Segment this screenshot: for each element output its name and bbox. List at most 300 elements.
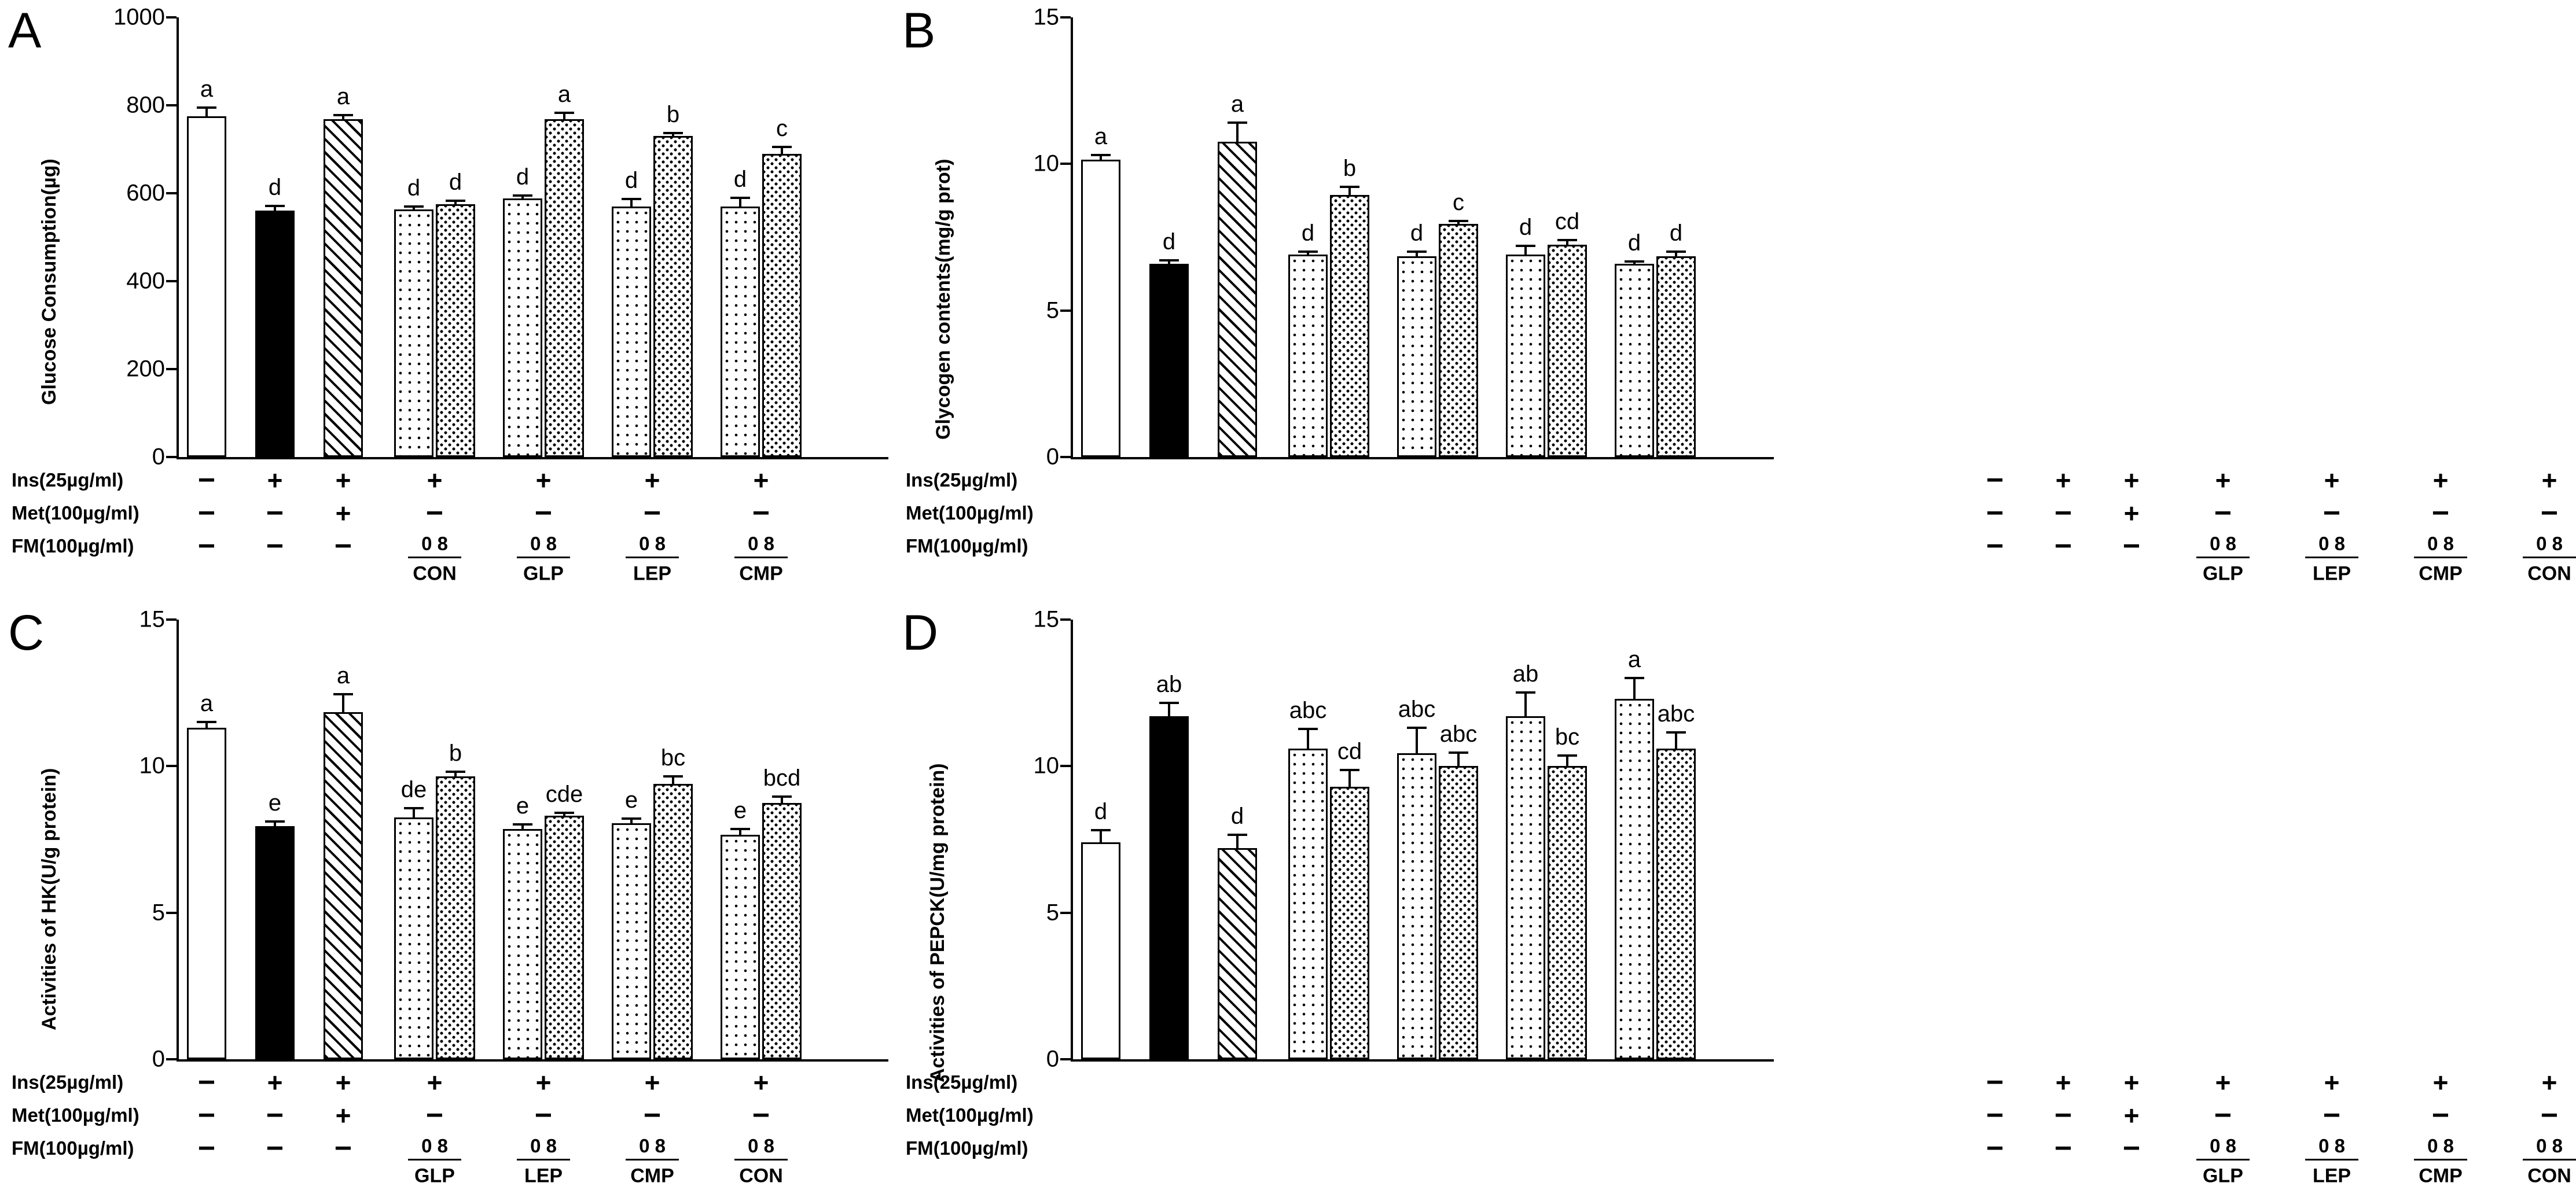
treatment-fm-dose: 0 8: [2536, 1135, 2563, 1156]
treatment-group-name: GLP: [2203, 562, 2243, 585]
panel-b-row-label-fm: FM(100µg/ml): [906, 535, 1028, 557]
significance-letter: b: [449, 740, 462, 766]
y-tick: [166, 192, 177, 194]
error-cap: [265, 820, 285, 823]
treatment-met-symbol: −: [2540, 1099, 2559, 1132]
treatment-fm-symbol: −: [266, 1132, 284, 1165]
significance-letter: cd: [1337, 739, 1362, 765]
bar: [1656, 749, 1696, 1059]
bar: [1548, 766, 1587, 1059]
panel-b-row-label-ins: Ins(25µg/ml): [906, 469, 1018, 491]
treatment-ins-symbol: +: [267, 465, 283, 495]
significance-letter: d: [407, 175, 421, 201]
treatment-group-underline: [2523, 1159, 2576, 1161]
y-tick-label: 15: [1033, 606, 1059, 632]
treatment-ins-symbol: +: [427, 1067, 443, 1097]
error-cap: [513, 194, 532, 197]
panel-b: [894, 0, 2571, 599]
error-cap: [622, 198, 641, 200]
treatment-fm-symbol: −: [2054, 1132, 2072, 1165]
significance-letter: de: [400, 777, 427, 803]
treatment-group-underline: [2305, 1159, 2358, 1161]
treatment-ins-symbol: +: [2432, 1067, 2449, 1097]
error-cap: [1091, 829, 1111, 831]
bar: [1330, 787, 1369, 1059]
error-cap: [1091, 154, 1111, 156]
significance-letter: abc: [1289, 698, 1327, 724]
panel-letter-b: B: [902, 3, 936, 58]
bar: [1288, 749, 1328, 1059]
bar: [1081, 842, 1120, 1059]
error-cap: [772, 146, 792, 148]
treatment-group-underline: [2414, 557, 2467, 558]
significance-letter: d: [1230, 803, 1244, 829]
treatment-group-underline: [2523, 557, 2576, 558]
significance-letter: a: [557, 81, 571, 107]
treatment-fm-symbol: −: [2122, 1132, 2141, 1165]
treatment-group-name: GLP: [2203, 1165, 2243, 1187]
treatment-group-underline: [408, 557, 461, 558]
treatment-group-underline: [517, 557, 570, 558]
treatment-group-underline: [734, 1159, 788, 1161]
error-bar: [1236, 121, 1239, 142]
significance-letter: d: [516, 164, 530, 190]
error-cap: [197, 106, 216, 109]
panel-b-axes: [1033, 4, 1774, 470]
error-cap: [1557, 239, 1577, 241]
y-tick-label: 1000: [113, 4, 165, 30]
y-tick-label: 200: [126, 356, 165, 382]
panel-c-axes: [139, 606, 888, 1072]
y-tick-label: 15: [139, 606, 165, 632]
treatment-fm-dose: 0 8: [2318, 1135, 2345, 1156]
significance-letter: cd: [1555, 208, 1580, 234]
bar: [1506, 716, 1545, 1059]
significance-letter: d: [624, 167, 638, 193]
error-cap: [730, 828, 750, 830]
y-tick-label: 0: [152, 444, 165, 470]
treatment-group-name: CON: [2527, 1165, 2571, 1187]
treatment-met-symbol: −: [2054, 1099, 2072, 1132]
y-tick-label: 5: [1046, 900, 1059, 926]
panel-d-row-label-met: Met(100µg/ml): [906, 1104, 1034, 1126]
treatment-ins-symbol: +: [644, 465, 660, 495]
bar: [762, 154, 802, 457]
error-bar: [1633, 677, 1636, 699]
y-tick-label: 5: [152, 900, 165, 926]
treatment-met-symbol: −: [266, 496, 284, 530]
treatment-met-symbol: +: [2123, 1100, 2140, 1130]
significance-letter: a: [200, 690, 214, 716]
error-cap: [1625, 677, 1644, 679]
y-tick-label: 15: [1033, 4, 1059, 30]
panel-c-row-label-fm: FM(100µg/ml): [12, 1137, 134, 1159]
treatment-met-symbol: −: [2054, 496, 2072, 530]
significance-letter: a: [1230, 91, 1244, 117]
error-cap: [404, 807, 424, 809]
significance-letter: c: [1453, 189, 1464, 215]
y-tick-label: 0: [1046, 444, 1059, 470]
error-cap: [513, 823, 532, 826]
bar: [721, 835, 760, 1059]
significance-letter: bc: [1555, 724, 1580, 750]
panel-d-row-label-ins: Ins(25µg/ml): [906, 1071, 1018, 1093]
treatment-fm-symbol: −: [266, 529, 284, 563]
bar: [1081, 160, 1120, 457]
bar: [1330, 195, 1369, 457]
treatment-group-underline: [2305, 557, 2358, 558]
y-tick-label: 10: [1033, 753, 1059, 779]
treatment-fm-dose: 0 8: [639, 1135, 666, 1156]
bar: [762, 803, 802, 1059]
significance-letter: d: [733, 167, 747, 193]
treatment-ins-symbol: +: [535, 1067, 552, 1097]
panel-c-treatment-table: [0, 1065, 894, 1201]
error-bar: [1307, 728, 1309, 748]
treatment-group-name: CON: [2527, 562, 2571, 585]
treatment-ins-symbol: +: [2215, 1067, 2231, 1097]
treatment-ins-symbol: +: [644, 1067, 660, 1097]
bar: [612, 823, 651, 1059]
panel-d: [894, 602, 2571, 1201]
treatment-group-underline: [517, 1159, 570, 1161]
error-cap: [1666, 250, 1686, 253]
panel-a-axes: [113, 4, 888, 470]
significance-letter: d: [1301, 220, 1315, 246]
panel-b-y-axis-label: Glycogen contents(mg/g prot): [932, 159, 954, 440]
treatment-met-symbol: −: [643, 1099, 662, 1132]
treatment-met-symbol: −: [197, 496, 216, 530]
treatment-ins-symbol: +: [2541, 465, 2557, 495]
treatment-ins-symbol: −: [1986, 1066, 2004, 1099]
error-cap: [1449, 220, 1468, 222]
error-cap: [197, 721, 216, 723]
y-tick: [1060, 1058, 1071, 1060]
error-cap: [333, 114, 353, 116]
treatment-ins-symbol: +: [753, 465, 769, 495]
y-tick: [166, 368, 177, 370]
treatment-met-symbol: −: [752, 496, 770, 530]
treatment-ins-symbol: +: [267, 1067, 283, 1097]
error-cap: [1159, 259, 1179, 261]
treatment-met-symbol: −: [534, 1099, 553, 1132]
significance-letter: a: [336, 84, 350, 110]
error-cap: [772, 795, 792, 798]
error-bar: [1675, 731, 1677, 749]
error-cap: [1666, 731, 1686, 734]
significance-letter: d: [1627, 230, 1641, 256]
treatment-ins-symbol: +: [2123, 1067, 2140, 1097]
significance-letter: b: [1343, 156, 1357, 182]
significance-letter: cde: [545, 781, 583, 807]
panel-d-treatment-table: [894, 1065, 2571, 1201]
y-tick: [1060, 456, 1071, 458]
error-cap: [333, 693, 353, 695]
treatment-fm-symbol: −: [197, 529, 216, 563]
y-tick: [166, 1058, 177, 1060]
error-cap: [1340, 186, 1359, 188]
treatment-ins-symbol: +: [535, 465, 552, 495]
bar: [324, 119, 363, 457]
error-cap: [1407, 727, 1427, 729]
treatment-ins-symbol: +: [2215, 465, 2231, 495]
y-tick-label: 600: [126, 180, 165, 206]
bar: [187, 728, 226, 1059]
bar: [1218, 848, 1257, 1059]
panel-c-y-axis-label: Activities of HK(U/g protein): [38, 768, 60, 1030]
panel-c: [0, 602, 894, 1201]
treatment-group-name: LEP: [2312, 1165, 2351, 1187]
panel-b-row-label-met: Met(100µg/ml): [906, 502, 1034, 524]
treatment-fm-symbol: −: [334, 1132, 352, 1165]
y-tick: [166, 912, 177, 914]
significance-letter: a: [336, 662, 350, 688]
treatment-group-name: CMP: [630, 1165, 674, 1187]
treatment-fm-dose: 0 8: [2427, 1135, 2454, 1156]
y-tick-label: 0: [1046, 1046, 1059, 1072]
bar: [1218, 142, 1257, 457]
treatment-group-name: GLP: [414, 1165, 455, 1187]
error-cap: [404, 205, 424, 208]
y-tick: [1060, 310, 1071, 312]
treatment-fm-dose: 0 8: [530, 533, 557, 554]
treatment-fm-dose: 0 8: [748, 1135, 774, 1156]
bar: [324, 712, 363, 1059]
treatment-group-underline: [734, 557, 788, 558]
error-cap: [1557, 754, 1577, 757]
bar: [545, 119, 584, 457]
panel-a-row-label-ins: Ins(25µg/ml): [12, 469, 124, 491]
error-bar: [1416, 727, 1418, 753]
bar: [1397, 753, 1436, 1059]
treatment-fm-dose: 0 8: [2210, 1135, 2236, 1156]
y-tick: [166, 456, 177, 458]
treatment-met-symbol: −: [197, 1099, 216, 1132]
treatment-met-symbol: −: [2431, 1099, 2450, 1132]
panel-letter-d: D: [902, 605, 939, 661]
error-cap: [663, 132, 683, 134]
error-cap: [1228, 121, 1247, 124]
y-tick-label: 5: [1046, 297, 1059, 323]
treatment-ins-symbol: +: [2055, 465, 2071, 495]
treatment-ins-symbol: +: [2324, 465, 2340, 495]
error-cap: [1159, 702, 1179, 704]
error-cap: [1449, 751, 1468, 754]
panel-c-row-label-ins: Ins(25µg/ml): [12, 1071, 124, 1093]
significance-letter: e: [516, 793, 530, 819]
treatment-ins-symbol: −: [197, 1066, 216, 1099]
treatment-met-symbol: −: [752, 1099, 770, 1132]
y-tick: [166, 765, 177, 767]
error-cap: [1298, 250, 1318, 253]
treatment-fm-dose: 0 8: [2210, 533, 2236, 554]
treatment-fm-dose: 0 8: [639, 533, 666, 554]
treatment-fm-symbol: −: [1986, 529, 2004, 563]
significance-letter: e: [268, 790, 282, 816]
significance-letter: bcd: [763, 765, 801, 791]
treatment-met-symbol: −: [2323, 496, 2341, 530]
significance-letter: a: [200, 76, 214, 102]
treatment-group-underline: [2196, 557, 2250, 558]
panel-letter-a: A: [8, 3, 42, 58]
treatment-fm-dose: 0 8: [421, 533, 448, 554]
treatment-fm-dose: 0 8: [2318, 533, 2345, 554]
treatment-fm-symbol: −: [197, 1132, 216, 1165]
bar: [1149, 264, 1189, 457]
treatment-ins-symbol: +: [2123, 465, 2140, 495]
treatment-group-name: LEP: [2312, 562, 2351, 585]
significance-letter: d: [1519, 214, 1533, 240]
y-tick: [166, 104, 177, 106]
panel-a: [0, 0, 894, 599]
bar: [545, 816, 584, 1059]
y-tick-label: 10: [1033, 150, 1059, 176]
treatment-fm-dose: 0 8: [421, 1135, 448, 1156]
error-bar: [1348, 769, 1351, 786]
treatment-group-name: GLP: [523, 562, 564, 585]
error-cap: [446, 771, 465, 773]
treatment-fm-dose: 0 8: [530, 1135, 557, 1156]
panel-d-axes: [1033, 606, 1774, 1072]
treatment-group-underline: [2414, 1159, 2467, 1161]
bar: [187, 116, 226, 457]
error-cap: [554, 812, 574, 814]
y-tick: [1060, 912, 1071, 914]
significance-letter: ab: [1512, 661, 1539, 687]
treatment-met-symbol: −: [2323, 1099, 2341, 1132]
bar: [653, 784, 693, 1059]
treatment-group-name: CMP: [2419, 1165, 2463, 1187]
treatment-group-name: CMP: [2419, 562, 2463, 585]
panel-b-treatment-table: [894, 463, 2571, 599]
treatment-ins-symbol: +: [2541, 1067, 2557, 1097]
y-tick: [1060, 163, 1071, 165]
bar: [721, 207, 760, 457]
significance-letter: e: [624, 787, 638, 813]
significance-letter: d: [449, 170, 462, 196]
y-tick: [166, 16, 177, 19]
treatment-met-symbol: −: [534, 496, 553, 530]
significance-letter: d: [268, 174, 282, 200]
significance-letter: b: [666, 101, 680, 127]
treatment-met-symbol: −: [643, 496, 662, 530]
treatment-ins-symbol: +: [2432, 465, 2449, 495]
error-cap: [1228, 834, 1247, 836]
bar: [255, 826, 295, 1059]
bar: [612, 207, 651, 457]
bar: [1506, 255, 1545, 457]
treatment-met-symbol: +: [2123, 498, 2140, 528]
bar: [436, 204, 475, 457]
treatment-group-name: CON: [413, 562, 457, 585]
bar: [1615, 264, 1654, 457]
treatment-fm-dose: 0 8: [2536, 533, 2563, 554]
error-cap: [1407, 250, 1427, 253]
panel-d-row-label-fm: FM(100µg/ml): [906, 1137, 1028, 1159]
bar: [1397, 256, 1436, 457]
y-tick: [166, 618, 177, 621]
significance-letter: a: [1094, 123, 1108, 149]
treatment-ins-symbol: −: [1986, 463, 2004, 497]
panel-letter-c: C: [8, 605, 45, 661]
bar: [394, 817, 433, 1059]
bar: [394, 209, 433, 457]
error-bar: [1524, 691, 1527, 716]
treatment-group-underline: [408, 1159, 461, 1161]
bar: [653, 136, 693, 457]
panel-a-row-label-fm: FM(100µg/ml): [12, 535, 134, 557]
significance-letter: d: [1410, 220, 1424, 246]
significance-letter: d: [1162, 229, 1176, 255]
significance-letter: bc: [660, 745, 686, 771]
treatment-group-name: CMP: [739, 562, 783, 585]
bar: [1548, 245, 1587, 457]
error-cap: [1516, 245, 1535, 247]
treatment-group-name: CON: [739, 1165, 783, 1187]
significance-letter: abc: [1657, 701, 1695, 727]
bar: [503, 198, 542, 457]
treatment-group-underline: [626, 557, 679, 558]
significance-letter: d: [1669, 220, 1683, 246]
panel-a-treatment-table: [0, 463, 894, 599]
panel-c-row-label-met: Met(100µg/ml): [12, 1104, 139, 1126]
treatment-group-name: LEP: [633, 562, 672, 585]
bar: [436, 776, 475, 1059]
error-cap: [1516, 691, 1535, 694]
treatment-ins-symbol: +: [427, 465, 443, 495]
y-tick: [166, 280, 177, 282]
bar: [1615, 699, 1654, 1059]
y-tick: [1060, 765, 1071, 767]
treatment-met-symbol: +: [335, 1100, 351, 1130]
treatment-group-name: LEP: [524, 1165, 563, 1187]
treatment-ins-symbol: −: [197, 463, 216, 497]
error-cap: [1298, 728, 1318, 730]
treatment-group-underline: [626, 1159, 679, 1161]
treatment-met-symbol: −: [2540, 496, 2559, 530]
treatment-met-symbol: −: [425, 1099, 444, 1132]
error-cap: [730, 197, 750, 199]
treatment-met-symbol: −: [1986, 1099, 2004, 1132]
y-tick: [1060, 618, 1071, 621]
treatment-met-symbol: −: [2214, 1099, 2232, 1132]
error-cap: [663, 775, 683, 778]
y-tick-label: 0: [152, 1046, 165, 1072]
treatment-met-symbol: −: [266, 1099, 284, 1132]
bar: [1288, 255, 1328, 457]
error-cap: [554, 112, 574, 114]
bar: [1439, 766, 1478, 1059]
error-cap: [622, 817, 641, 820]
significance-letter: e: [733, 797, 747, 823]
treatment-ins-symbol: +: [335, 1067, 351, 1097]
treatment-met-symbol: −: [2214, 496, 2232, 530]
significance-letter: abc: [1398, 696, 1436, 722]
bar: [255, 211, 295, 457]
treatment-fm-dose: 0 8: [748, 533, 774, 554]
panel-a-row-label-met: Met(100µg/ml): [12, 502, 139, 524]
treatment-met-symbol: +: [335, 498, 351, 528]
y-tick-label: 10: [139, 753, 165, 779]
treatment-fm-symbol: −: [2054, 529, 2072, 563]
treatment-ins-symbol: +: [2324, 1067, 2340, 1097]
bar: [503, 829, 542, 1059]
treatment-met-symbol: −: [1986, 496, 2004, 530]
treatment-fm-symbol: −: [2122, 529, 2141, 563]
treatment-met-symbol: −: [2431, 496, 2450, 530]
bar: [1656, 256, 1696, 457]
error-cap: [1340, 769, 1359, 771]
